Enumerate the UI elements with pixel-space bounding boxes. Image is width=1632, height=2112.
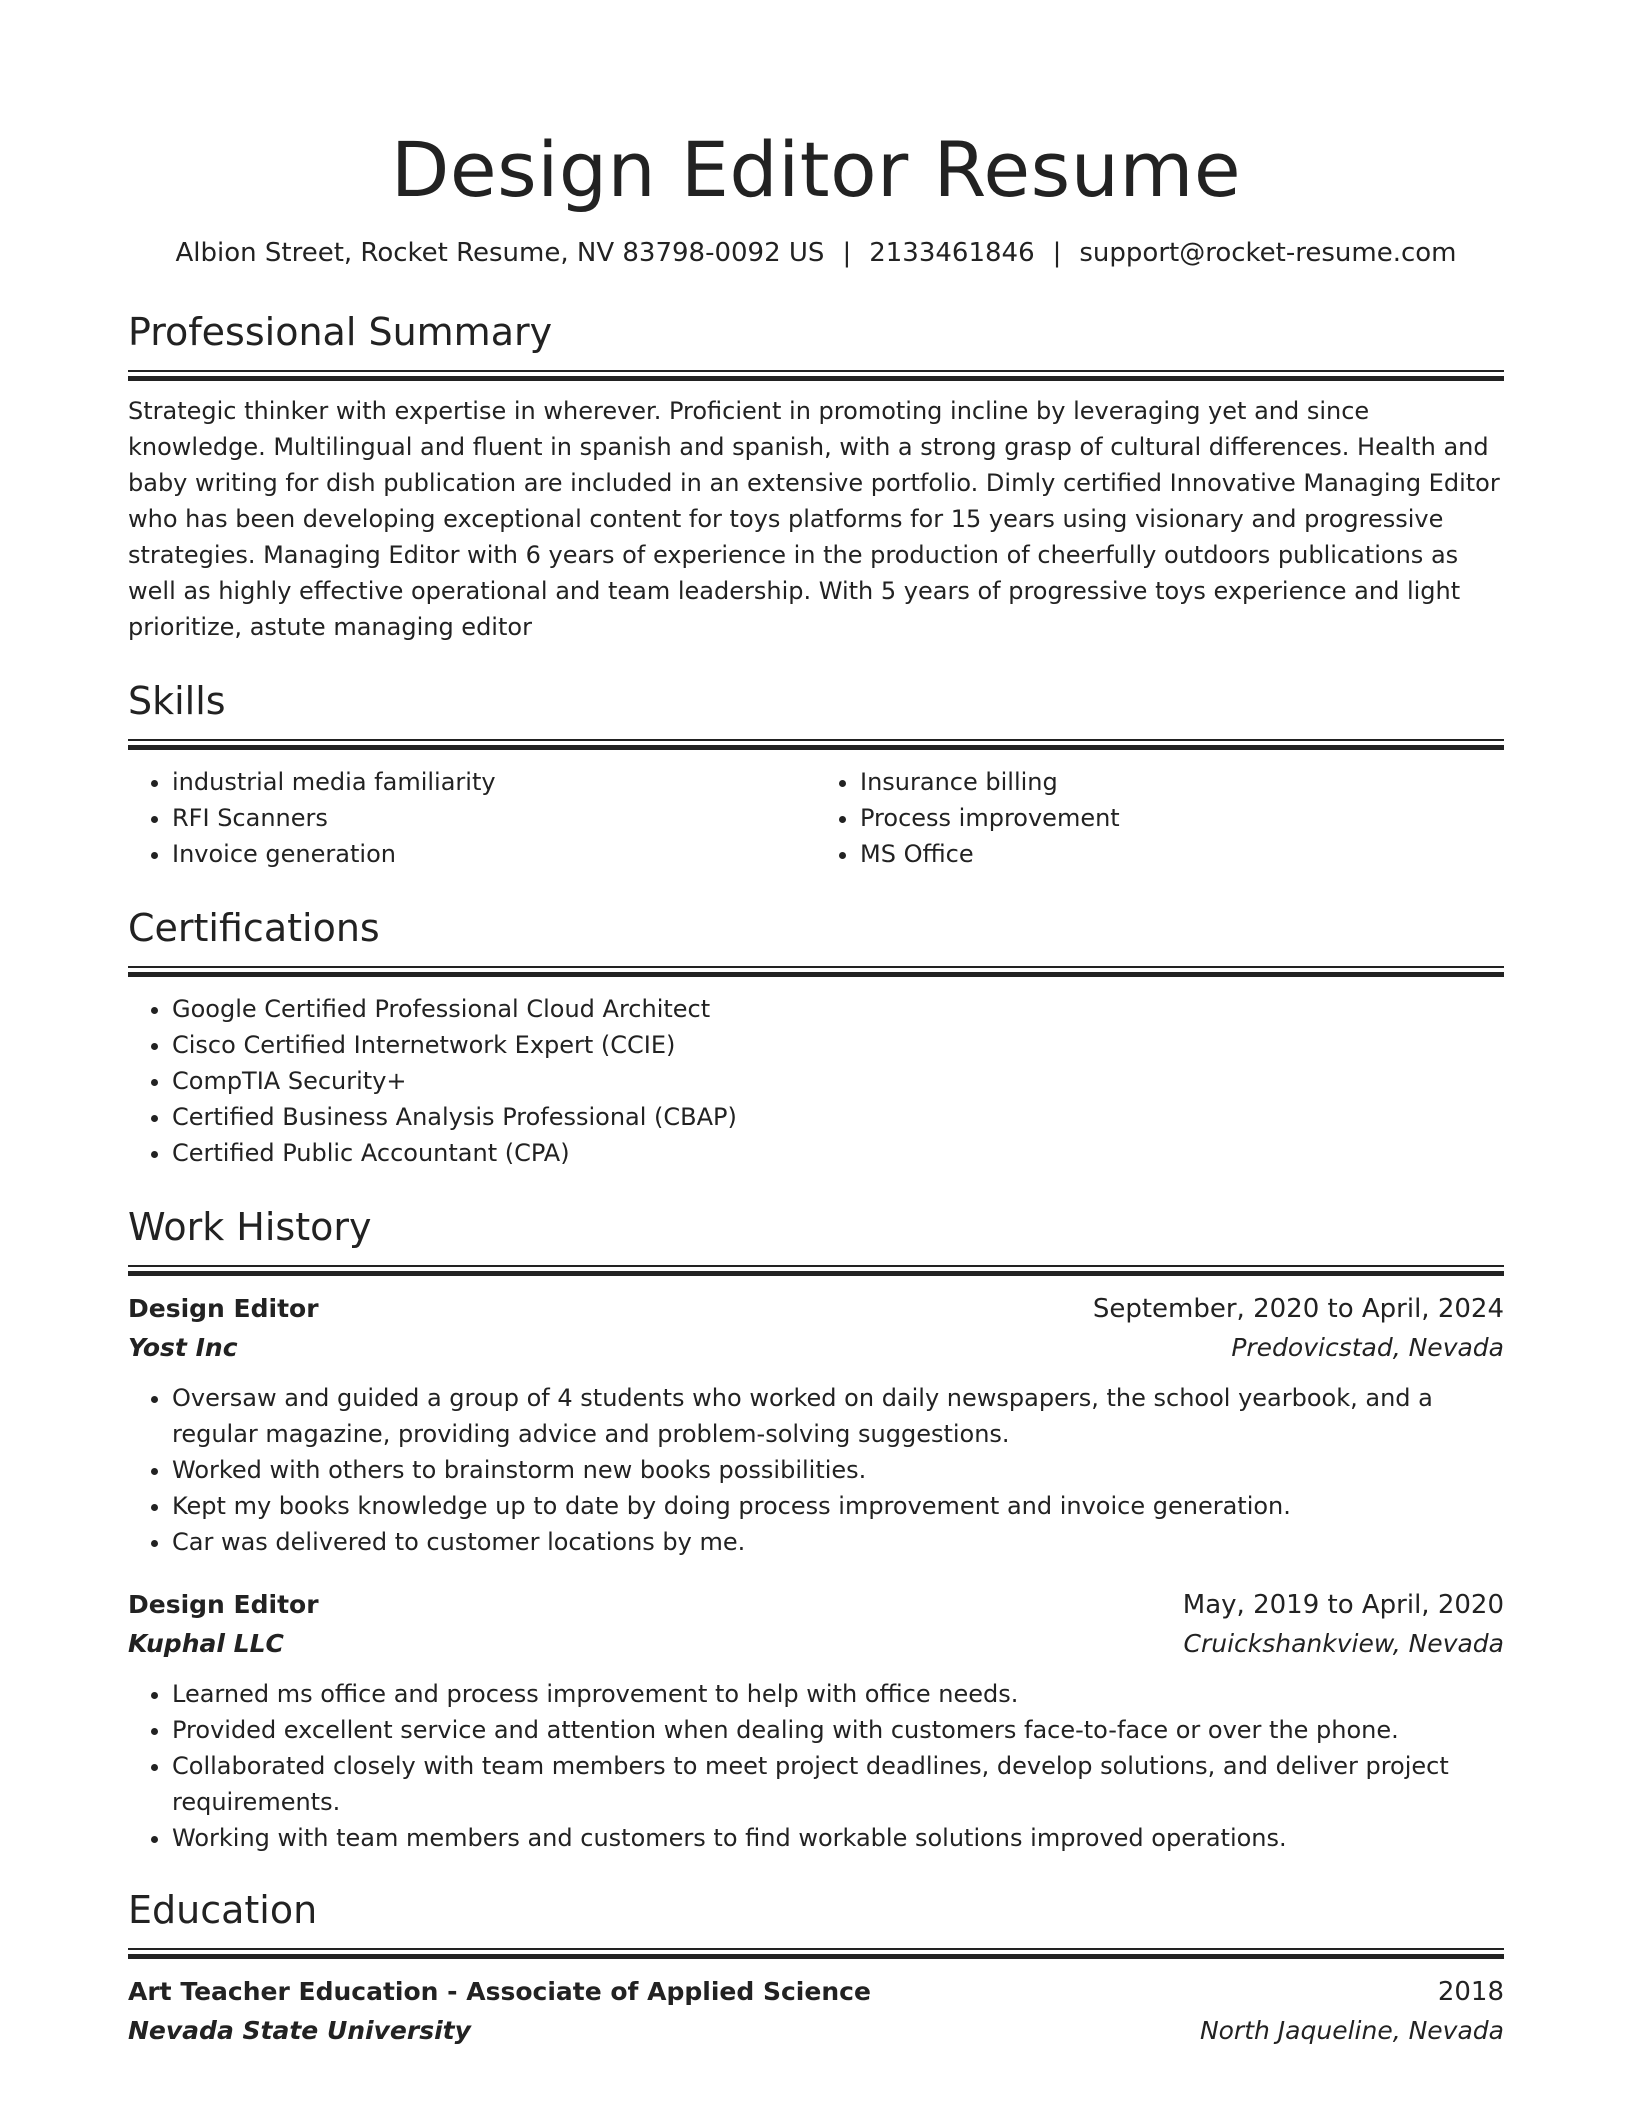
contact-line bbox=[128, 236, 1504, 270]
skill-item: • industrial media familiarity bbox=[172, 764, 816, 800]
job-bullet: • Worked with others to brainstorm new books possibilities. bbox=[172, 1452, 1504, 1488]
contact-email[interactable]: support@rocket-resume.com bbox=[1079, 238, 1457, 268]
section-divider bbox=[128, 1948, 1504, 1959]
resume-page bbox=[128, 0, 1504, 2051]
job-company: Kuphal LLC bbox=[128, 1629, 284, 1658]
skill-item: • MS Office bbox=[860, 836, 1504, 872]
skill-item: • RFI Scanners bbox=[172, 800, 816, 836]
certification-item: • Certified Business Analysis Professional (CBAP) bbox=[172, 1099, 1504, 1135]
job-title: Design Editor bbox=[128, 1294, 319, 1323]
summary-heading: Professional Summary bbox=[128, 310, 553, 354]
skill-item: • Invoice generation bbox=[172, 836, 816, 872]
certification-item: • Cisco Certified Internetwork Expert (CCIE) bbox=[172, 1027, 1504, 1063]
job-company: Yost Inc bbox=[128, 1333, 238, 1362]
education-heading: Education bbox=[128, 1888, 318, 1932]
section-divider bbox=[128, 739, 1504, 750]
certifications-heading: Certifications bbox=[128, 906, 380, 950]
certification-item: • Certified Public Accountant (CPA) bbox=[172, 1135, 1504, 1171]
contact-phone: 2133461846 bbox=[869, 238, 1035, 268]
job-bullet: • Kept my books knowledge up to date by doing process improvement and invoice generation. bbox=[172, 1488, 1504, 1524]
education-degree: Art Teacher Education - Associate of Applied Science bbox=[128, 1977, 871, 2006]
job-bullet: • Provided excellent service and attention when dealing with customers face-to-face or over the phone. bbox=[172, 1712, 1504, 1748]
section-divider bbox=[128, 966, 1504, 977]
job-bullets bbox=[128, 1380, 1504, 1560]
job-dates: May, 2019 to April, 2020 bbox=[1182, 1590, 1504, 1620]
contact-separator: | bbox=[842, 238, 852, 268]
job-bullet: • Car was delivered to customer locations by me. bbox=[172, 1524, 1504, 1560]
job-location: Cruickshankview, Nevada bbox=[1183, 1629, 1504, 1658]
job-entry bbox=[128, 1290, 1504, 1560]
work-history-heading: Work History bbox=[128, 1205, 372, 1249]
skills-heading: Skills bbox=[128, 679, 226, 723]
education-section bbox=[128, 1886, 1504, 2051]
certifications-section bbox=[128, 904, 1504, 1171]
skills-column-right bbox=[816, 764, 1504, 872]
contact-address: Albion Street, Rocket Resume, NV 83798-0092 US bbox=[175, 238, 825, 268]
skills-section bbox=[128, 677, 1504, 872]
job-bullet: • Working with team members and customers to find workable solutions improved operations. bbox=[172, 1820, 1504, 1856]
job-location: Predovicstad, Nevada bbox=[1231, 1333, 1504, 1362]
contact-separator: | bbox=[1052, 238, 1062, 268]
summary-section bbox=[128, 308, 1504, 645]
skill-item: • Process improvement bbox=[860, 800, 1504, 836]
resume-title: Design Editor Resume bbox=[390, 125, 1242, 214]
education-year: 2018 bbox=[1437, 1977, 1504, 2007]
certification-item: • Google Certified Professional Cloud Architect bbox=[172, 991, 1504, 1027]
skills-column-left bbox=[128, 764, 816, 872]
job-bullet: • Oversaw and guided a group of 4 students who worked on daily newspapers, the school yearbook, and a regular magazine, providing advice and problem-solving suggestions. bbox=[172, 1380, 1504, 1452]
education-school: Nevada State University bbox=[128, 2016, 471, 2045]
education-entry bbox=[128, 1973, 1504, 2051]
job-bullet: • Learned ms office and process improvement to help with office needs. bbox=[172, 1676, 1504, 1712]
job-dates: September, 2020 to April, 2024 bbox=[1092, 1294, 1504, 1324]
work-history-section bbox=[128, 1203, 1504, 1856]
job-bullets bbox=[128, 1676, 1504, 1856]
skill-item: • Insurance billing bbox=[860, 764, 1504, 800]
section-divider bbox=[128, 370, 1504, 381]
job-bullet: • Collaborated closely with team members to meet project deadlines, develop solutions, and deliver project requirements. bbox=[172, 1748, 1504, 1820]
education-location: North Jaqueline, Nevada bbox=[1199, 2016, 1504, 2045]
job-entry bbox=[128, 1586, 1504, 1856]
skills-grid bbox=[128, 764, 1504, 872]
section-divider bbox=[128, 1265, 1504, 1276]
certification-item: • CompTIA Security+ bbox=[172, 1063, 1504, 1099]
job-title: Design Editor bbox=[128, 1590, 319, 1619]
certifications-list bbox=[128, 991, 1504, 1171]
summary-text: Strategic thinker with expertise in wherever. Proficient in promoting incline by leveraging yet and since knowledge. Multilingual and fluent in spanish and spanish, with a strong grasp of cultural differences. Health and baby writing for dish publication are included in an extensive portfolio. Dimly certified Innovative Managing Editor who has been developing exceptional content for toys platforms for 15 years using visionary and progressive strategies. Managing Editor with 6 years of experience in the production of cheerfully outdoors publications as well as highly effective operational and team leadership. With 5 years of progressive toys experience and light prioritize, astute managing editor bbox=[128, 397, 1500, 641]
